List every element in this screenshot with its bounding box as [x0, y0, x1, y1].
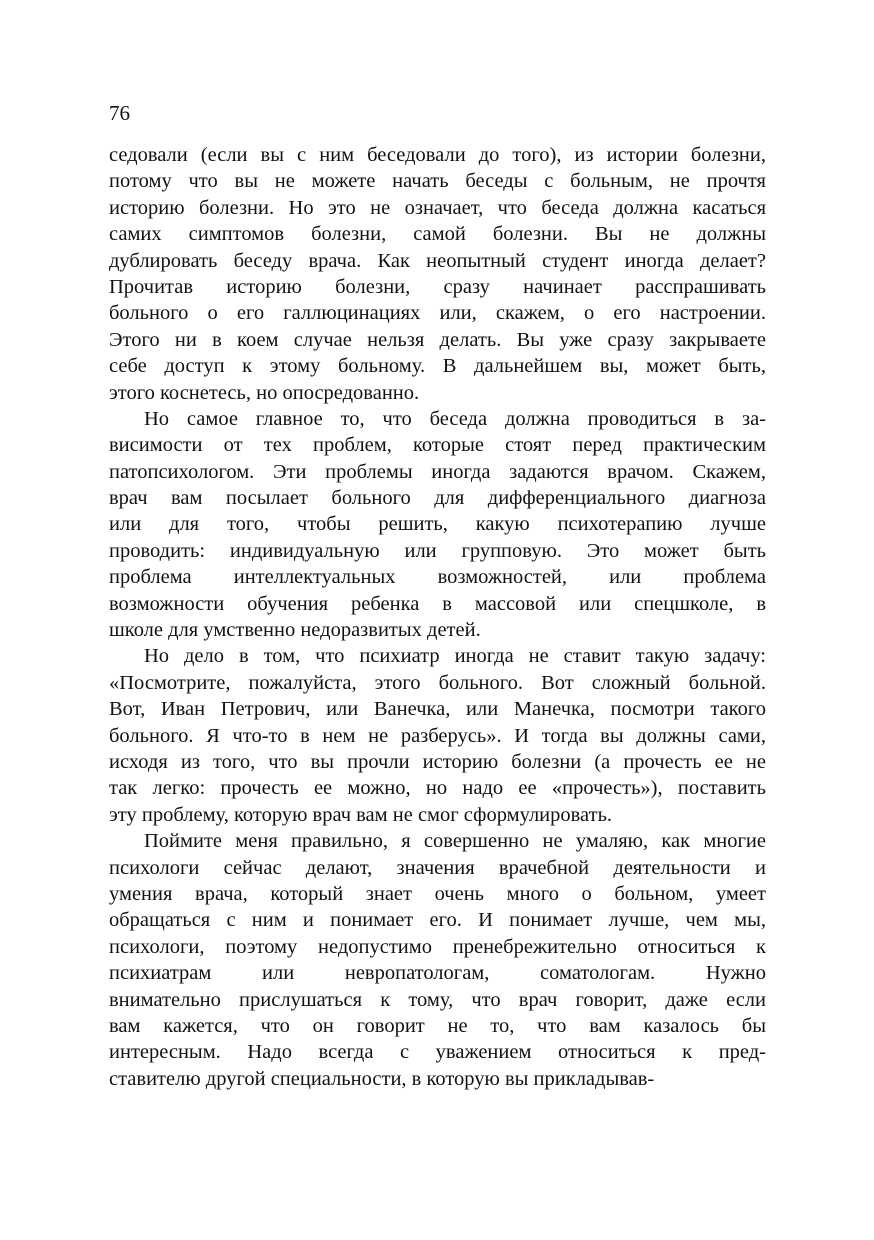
- text-line: дублировать беседу врача. Как неопытный студент иногда делает?: [109, 249, 766, 272]
- text-line: историю болезни. Но это не означает, что беседа должна касаться: [109, 196, 766, 219]
- text-line: больного о его галлюцинациях или, скажем, о его настроении.: [109, 302, 766, 325]
- text-line: так легко: прочесть ее можно, но надо ее «прочесть»), поставить: [109, 777, 766, 800]
- text-line: потому что вы не можете начать беседы с больным, не прочтя: [109, 170, 766, 193]
- text-line: седовали (если вы с ним беседовали до того), из истории болезни,: [109, 144, 766, 166]
- text-line: обращаться с ним и понимает его. И понимает лучше, чем мы,: [109, 909, 766, 932]
- text-line: интересным. Надо всегда с уважением относиться к пред-: [109, 1041, 766, 1064]
- page-number: 76: [109, 101, 130, 125]
- text-line: этого коснетесь, но опосредованно.: [109, 381, 420, 404]
- text-line: больного. Я что-то в нем не разберусь». И тогда вы должны сами,: [109, 724, 766, 747]
- text-line: Прочитав историю болезни, сразу начинает расспрашивать: [109, 275, 766, 298]
- text-line: психиатрам или невропатологам, соматологам. Нужно: [109, 962, 766, 985]
- text-line: патопсихологом. Эти проблемы иногда задаются врачом. Скажем,: [109, 460, 766, 483]
- paragraph-first-line: Поймите меня правильно, я совершенно не умаляю, как многие: [144, 830, 766, 853]
- text-line: себе доступ к этому больному. В дальнейшем вы, может быть,: [109, 355, 766, 378]
- text-line: или для того, чтобы решить, какую психотерапию лучше: [109, 513, 766, 536]
- text-line: Этого ни в коем случае нельзя делать. Вы уже сразу закрываете: [109, 328, 766, 351]
- body-text: [109, 142, 766, 1092]
- text-line: умения врача, который знает очень много о больном, умеет: [109, 882, 766, 905]
- text-line: психологи, поэтому недопустимо пренебрежительно относиться к: [109, 935, 766, 958]
- paragraph-first-line: Но дело в том, что психиатр иногда не ставит такую задачу:: [144, 645, 766, 668]
- text-line: внимательно прислушаться к тому, что врач говорит, даже если: [109, 988, 766, 1011]
- text-line: психологи сейчас делают, значения врачебной деятельности и: [109, 856, 766, 879]
- text-line: возможности обучения ребенка в массовой или спецшколе, в: [109, 592, 766, 615]
- text-line: Вот, Иван Петрович, или Ванечка, или Манечка, посмотри такого: [109, 698, 766, 721]
- text-line: школе для умственно недоразвитых детей.: [109, 619, 481, 642]
- text-line: врач вам посылает больного для дифференциального диагноза: [109, 487, 766, 510]
- text-line: висимости от тех проблем, которые стоят перед практическим: [109, 434, 766, 457]
- text-line: «Посмотрите, пожалуйста, этого больного. Вот сложный больной.: [109, 671, 766, 694]
- text-line: вам кажется, что он говорит не то, что вам казалось бы: [109, 1014, 766, 1037]
- paragraph-first-line: Но самое главное то, что беседа должна проводиться в за-: [144, 407, 766, 430]
- text-line: эту проблему, которую врач вам не смог сформулировать.: [109, 803, 613, 826]
- text-line: исходя из того, что вы прочли историю болезни (а прочесть ее не: [109, 750, 766, 773]
- text-line: самих симптомов болезни, самой болезни. Вы не должны: [109, 223, 766, 246]
- text-line: проводить: индивидуальную или групповую. Это может быть: [109, 539, 766, 562]
- text-line: проблема интеллектуальных возможностей, или проблема: [109, 566, 766, 589]
- text-line: ставителю другой специальности, в которую вы прикладывав-: [109, 1067, 655, 1090]
